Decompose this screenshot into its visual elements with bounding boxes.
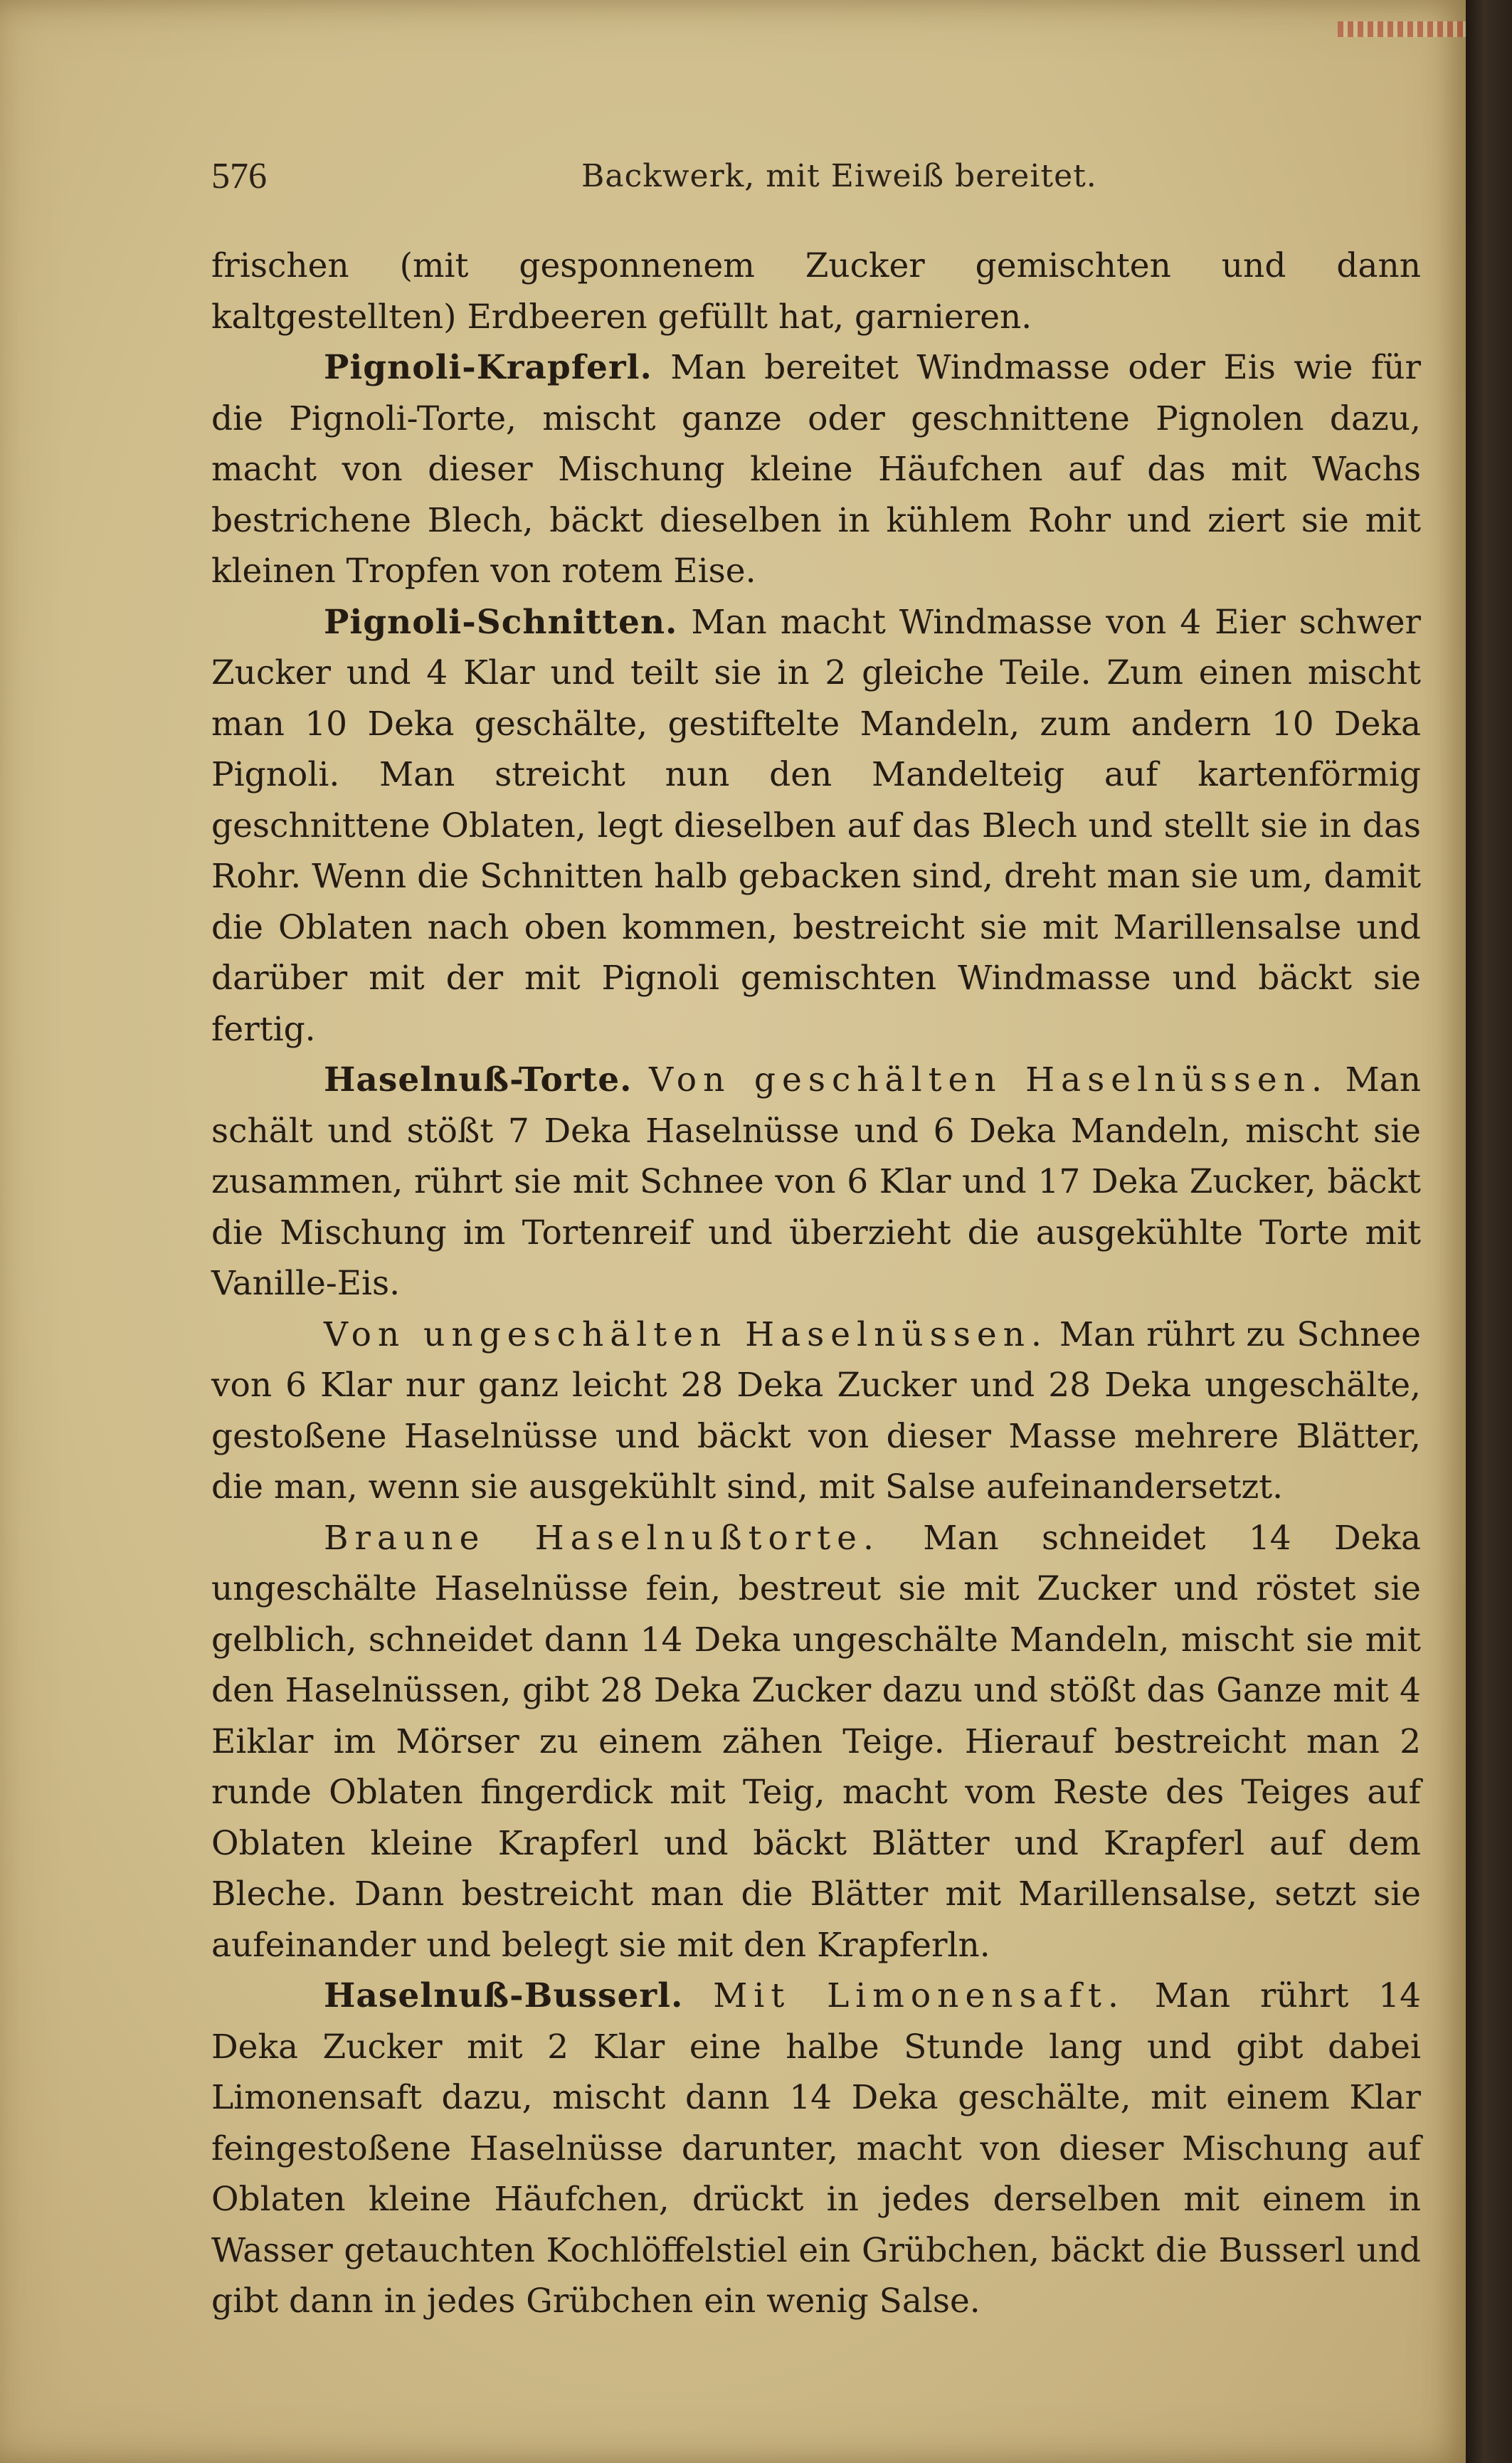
recipe-braune-haselnusstorte [211, 1513, 1421, 1971]
recipe-subtitle: Mit Limonensaft. [713, 1976, 1125, 2015]
recipe-title: Pignoli-Schnitten. [324, 602, 678, 642]
book-spine [1466, 0, 1512, 2463]
recipe-subtitle: Von geschälten Haselnüssen. [649, 1060, 1328, 1099]
recipe-subtitle: Von ungeschälten Haselnüssen. [324, 1314, 1048, 1354]
paragraph-text: Man schält und stößt 7 Deka Haselnüsse und 6 Deka Mandeln, mischt sie zusammen, rührt sie mit Schnee von 6 Klar und 17 Deka Zucker, bäckt die Mischung im Tortenreif und überzieht die ausgekühlte Torte mit Vanille-Eis. [211, 1060, 1421, 1303]
paragraph-text: Man schneidet 14 Deka ungeschälte Haselnüsse fein, bestreut sie mit Zucker und röstet sie gelblich, schneidet dann 14 Deka ungeschälte Mandeln, mischt sie mit den Haselnüssen, gibt 28 Deka Zucker dazu und stößt das Ganze mit 4 Eiklar im Mörser zu einem zähen Teige. Hierauf bestreicht man 2 runde Oblaten fingerdick mit Teig, macht vom Reste des Teiges auf Oblaten kleine Krapferl und bäckt Blätter und Krapferl auf dem Bleche. Dann bestreicht man die Blätter mit Marillensalse, setzt sie aufeinander und belegt sie mit den Krapferln. [211, 1518, 1421, 1965]
paragraph-text: frischen (mit gesponnenem Zucker gemischten und dann kaltgestellten) Erdbeeren gefüllt hat, garnieren. [211, 246, 1421, 337]
running-title: Backwerk, mit Eiweiß bereitet. [581, 158, 1097, 194]
recipe-pignoli-krapferl [211, 342, 1421, 597]
paragraph-text: Man macht Windmasse von 4 Eier schwer Zucker und 4 Klar und teilt sie in 2 gleiche Teile. Zum einen mischt man 10 Deka geschälte, gestiftelte Mandeln, zum andern 10 Deka Pignoli. Man streicht nun den Mandelteig auf kartenförmig geschnittene Oblaten, legt dieselben auf das Blech und stellt sie in das Rohr. Wenn die Schnitten halb gebacken sind, dreht man sie um, damit die Oblaten nach oben kommen, bestreicht sie mit Marillensalse und darüber mit der mit Pignoli gemischten Windmasse und bäckt sie fertig. [211, 602, 1421, 1049]
body-text [211, 241, 1421, 2327]
page-number: 576 [211, 156, 267, 196]
paragraph-text: Man bereitet Windmasse oder Eis wie für die Pignoli-Torte, mischt ganze oder geschnittene Pignolen dazu, macht von dieser Mischung kleine Häufchen auf das mit Wachs bestrichene Blech, bäckt dieselben in kühlem Rohr und ziert sie mit kleinen Tropfen von rotem Eise. [211, 348, 1421, 591]
paragraph-continuation [211, 241, 1421, 342]
recipe-pignoli-schnitten [211, 597, 1421, 1055]
recipe-title: Haselnuß-Busserl. [324, 1976, 684, 2015]
page-header [211, 155, 1421, 205]
recipe-haselnuss-torte [211, 1055, 1421, 1309]
recipe-title: Haselnuß-Torte. [324, 1060, 633, 1099]
recipe-haselnuss-busserl [211, 1971, 1421, 2327]
recipe-title: Pignoli-Krapferl. [324, 348, 652, 387]
recipe-subtitle: Braune Haselnußtorte. [324, 1518, 880, 1558]
paragraph-text: Man rührt 14 Deka Zucker mit 2 Klar eine halbe Stunde lang und gibt dabei Limonensaft dazu, mischt dann 14 Deka geschälte, mit einem Klar feingestoßene Haselnüsse darunter, macht von dieser Mischung auf Oblaten kleine Häufchen, drückt in jedes derselben mit einem in Wasser getauchten Kochlöffelstiel ein Grübchen, bäckt die Busserl und gibt dann in jedes Grübchen ein wenig Salse. [211, 1976, 1421, 2321]
paragraph-text: Man rührt zu Schnee von 6 Klar nur ganz leicht 28 Deka Zucker und 28 Deka ungeschälte, gestoßene Haselnüsse und bäckt von dieser Masse mehrere Blätter, die man, wenn sie ausgekühlt sind, mit Salse aufeinandersetzt. [211, 1314, 1421, 1507]
page-edge-mark [1338, 21, 1480, 37]
recipe-ungeschaelte-haselnuesse [211, 1309, 1421, 1513]
